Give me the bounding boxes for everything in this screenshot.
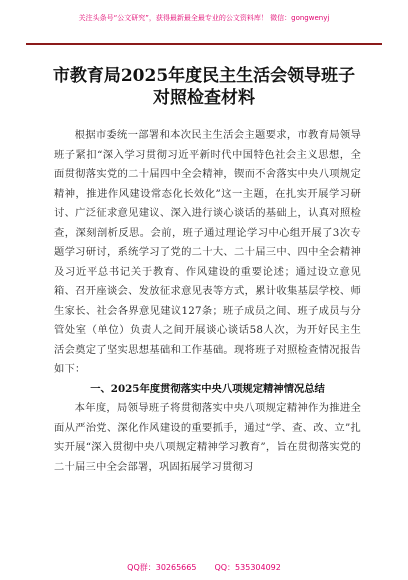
header-divider [26, 43, 382, 45]
section-1-paragraph: 本年度，局领导班子将贯彻落实中央八项规定精神作为推进全面从严治党、深化作风建设的重要抓手，通过“学、查、改、立”扎实开展“深入贯彻中央八项规定精神学习教育”，旨在贯彻落实党的二十届三中全会部署，巩固拓展学习贯彻习 [54, 402, 361, 473]
title-line-2: 对照检查材料 [153, 88, 255, 108]
footer-contact [0, 562, 408, 574]
document-title [0, 65, 408, 109]
header-banner [0, 12, 408, 42]
footer-qq-group: QQ群：30265665 [127, 563, 197, 572]
header-banner-text: 关注头条号“公文研究”，获得最新最全最专业的公文资料库！ 微信：gongwenyj [78, 14, 330, 22]
section-heading-1: 一、2025年度贯彻落实中央八项规定精神情况总结 [90, 382, 325, 395]
footer-qq: QQ：535304092 [214, 563, 281, 572]
document-body [54, 126, 361, 477]
title-line-1: 市教育局2025年度民主生活会领导班子 [52, 66, 356, 86]
intro-paragraph: 根据市委统一部署和本次民主生活会主题要求，市教育局领导班子紧扣“深入学习贯彻习近平新时代中国特色社会主义思想，全面贯彻落实党的二十届四中全会精神，锲而不舍落实中央八项规定精神，推进作风建设常态化长效化”这一主题，在扎实开展学习研讨、广泛征求意见建议、深入进行谈心谈话的基础上，认真对照检查，深刻剖析反思。会前，班子通过理论学习中心组开展了3次专题学习研讨，系统学习了党的二十大、二十届三中、四中全会精神及习近平总书记关于教育、作风建设的重要论述；通过设立意见箱、召开座谈会、发放征求意见表等方式，累计收集基层学校、师生家长、社会各界意见建议127条；班子成员之间、班子成员与分管处室（单位）负责人之间开展谈心谈话58人次，为开好民主生活会奠定了坚实思想基础和工作基础。现将班子对照检查情况报告如下： [54, 129, 361, 375]
